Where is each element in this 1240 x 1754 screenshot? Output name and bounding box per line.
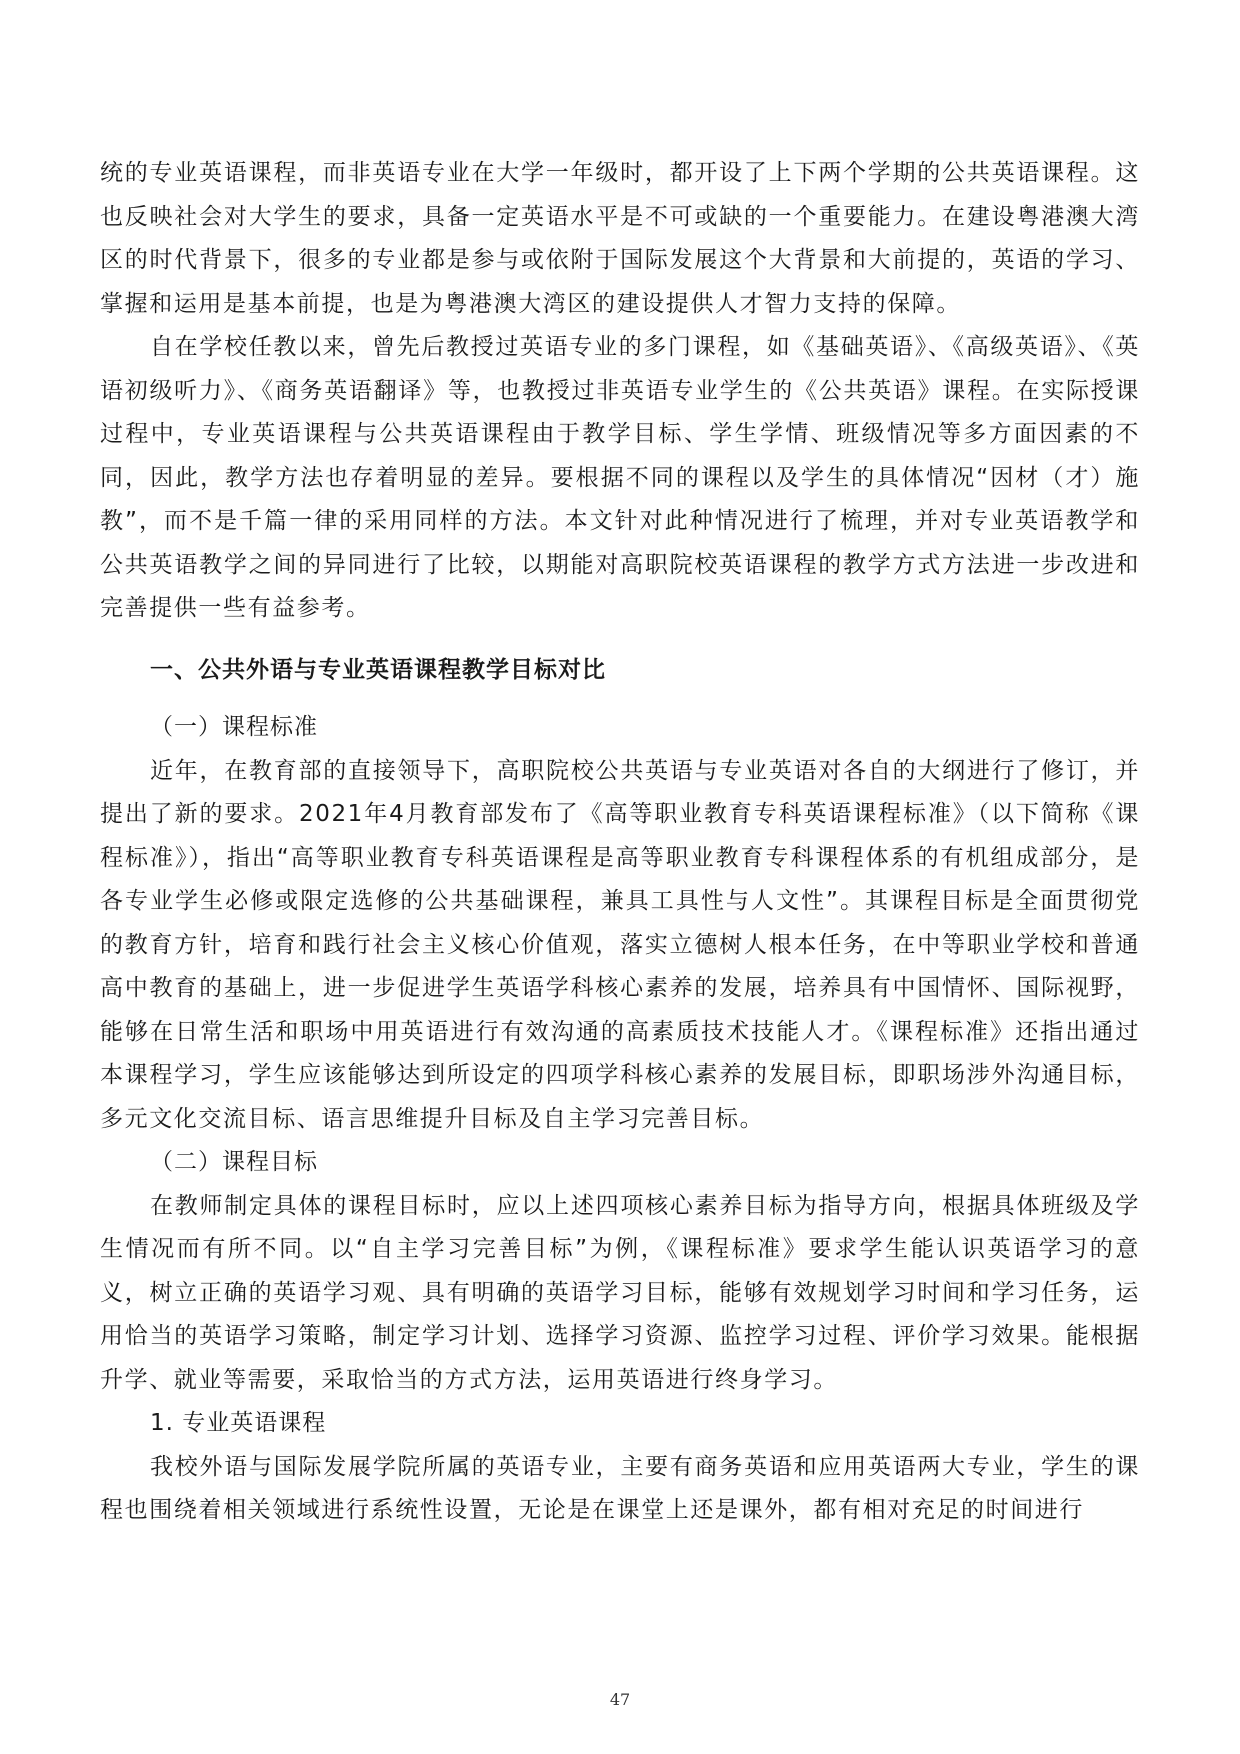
paragraph-5: 我校外语与国际发展学院所属的英语专业，主要有商务英语和应用英语两大专业，学生的课程也围绕着相关领域进行系统性设置，无论是在课堂上还是课外，都有相对充足的时间进行 [100,1453,1140,1523]
subsection-heading-course-goals: （二）课程目标 [150,1149,318,1175]
paragraph-3: 近年，在教育部的直接领导下，高职院校公共英语与专业英语对各自的大纲进行了修订，并提出了新的要求。2021年4月教育部发布了《高等职业教育专科英语课程标准》（以下简称《课程标准》），指出“高等职业教育专科英语课程是高等职业教育专科课程体系的有机组成部分，是各专业学生必修或限定选修的公共基础课程，兼具工具性与人文性”。其课程目标是全面贯彻党的教育方针，培育和践行社会主义核心价值观，落实立德树人根本任务，在中等职业学校和普通高中教育的基础上，进一步促进学生英语学科核心素养的发展，培养具有中国情怀、国际视野，能够在日常生活和职场中用英语进行有效沟通的高素质技术技能人才。《课程标准》还指出通过本课程学习，学生应该能够达到所设定的四项学科核心素养的发展目标，即职场涉外沟通目标，多元文化交流目标、语言思维提升目标及自主学习完善目标。 [100,757,1140,1132]
document-body [100,152,1140,1533]
page-number: 47 [609,1690,631,1709]
item-heading-professional-english: 1. 专业英语课程 [150,1410,327,1436]
paragraph-2: 自在学校任教以来，曾先后教授过英语专业的多门课程，如《基础英语》、《高级英语》、《英语初级听力》、《商务英语翻译》等，也教授过非英语专业学生的《公共英语》课程。在实际授课过程中，专业英语课程与公共英语课程由于教学目标、学生学情、班级情况等多方面因素的不同，因此，教学方法也存着明显的差异。要根据不同的课程以及学生的具体情况“因材（才）施教”，而不是千篇一律的采用同样的方法。本文针对此种情况进行了梳理，并对专业英语教学和公共英语教学之间的异同进行了比较，以期能对高职院校英语课程的教学方式方法进一步改进和完善提供一些有益参考。 [100,334,1140,621]
paragraph-4: 在教师制定具体的课程目标时，应以上述四项核心素养目标为指导方向，根据具体班级及学生情况而有所不同。以“自主学习完善目标”为例，《课程标准》要求学生能认识英语学习的意义，树立正确的英语学习观、具有明确的英语学习目标，能够有效规划学习时间和学习任务，运用恰当的英语学习策略，制定学习计划、选择学习资源、监控学习过程、评价学习效果。能根据升学、就业等需要，采取恰当的方式方法，运用英语进行终身学习。 [100,1192,1140,1393]
paragraph-1: 统的专业英语课程，而非英语专业在大学一年级时，都开设了上下两个学期的公共英语课程。这也反映社会对大学生的要求，具备一定英语水平是不可或缺的一个重要能力。在建设粤港澳大湾区的时代背景下，很多的专业都是参与或依附于国际发展这个大背景和大前提的，英语的学习、掌握和运用是基本前提，也是为粤港澳大湾区的建设提供人才智力支持的保障。 [100,160,1140,317]
subsection-heading-course-standard: （一）课程标准 [150,714,318,740]
section-heading-1: 一、公共外语与专业英语课程教学目标对比 [150,656,606,683]
